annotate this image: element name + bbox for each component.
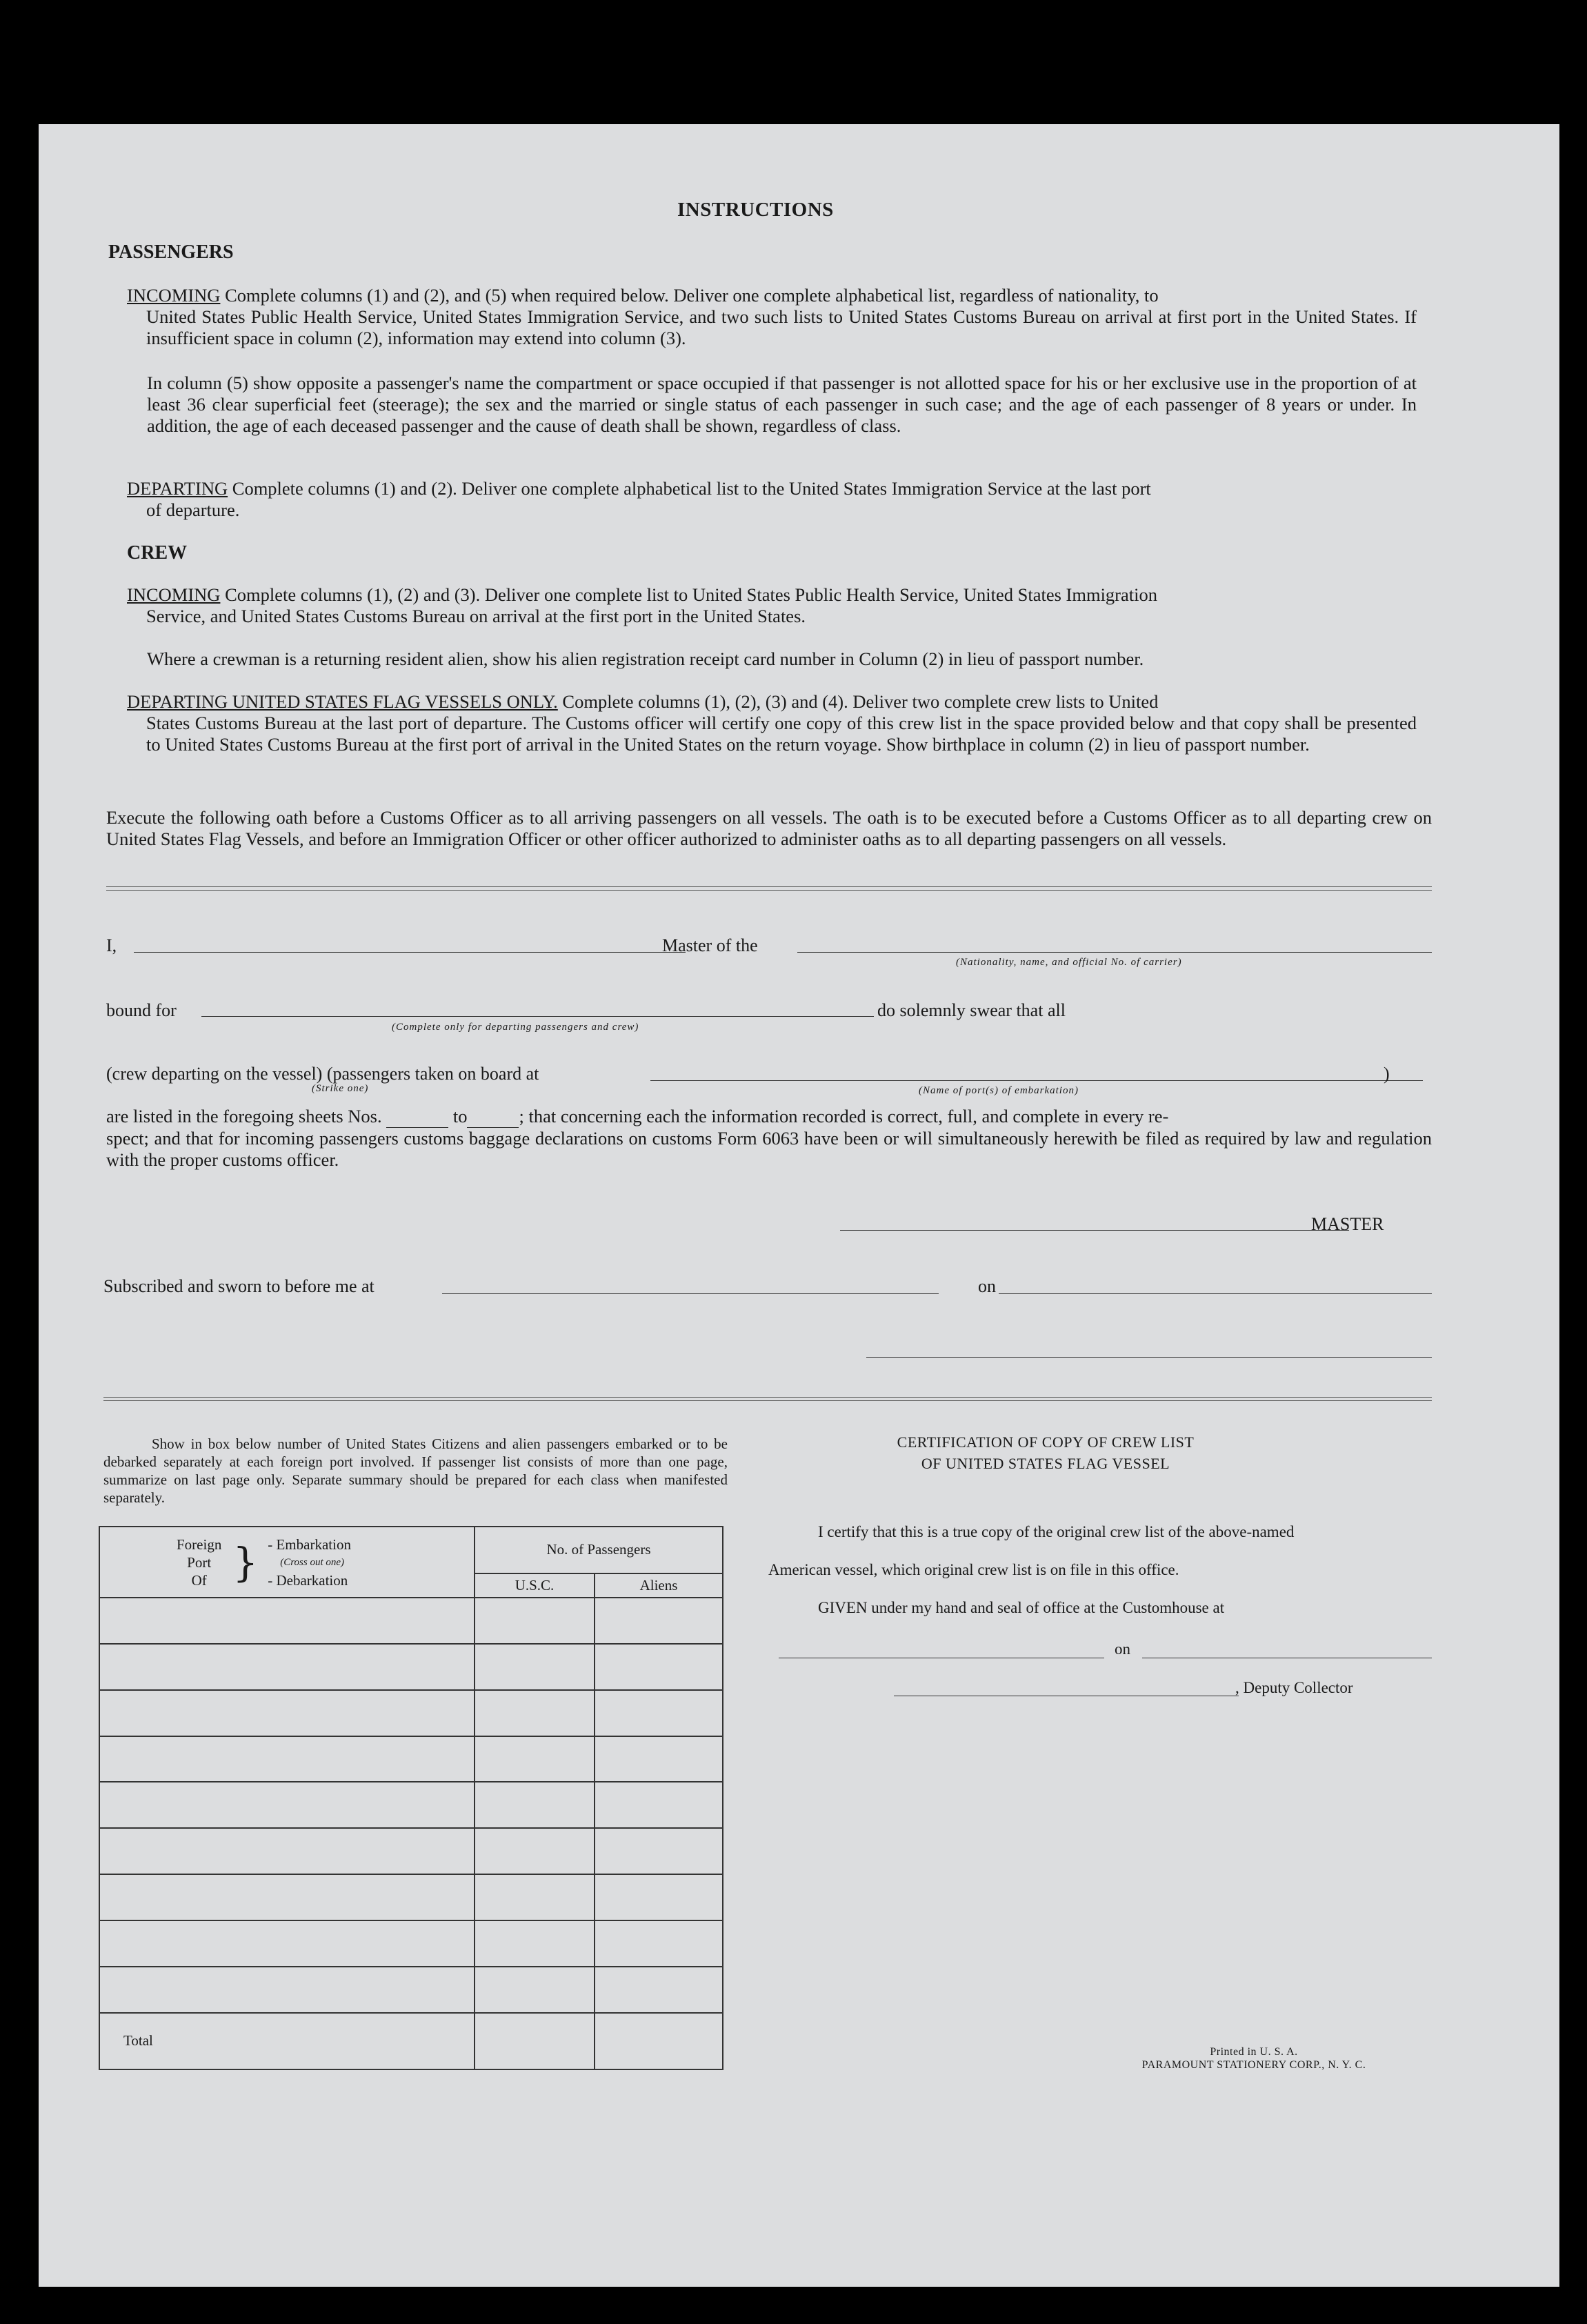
foreign-label: Foreign bbox=[177, 1536, 222, 1553]
departing-label: DEPARTING bbox=[127, 478, 228, 499]
crew-incoming-text-1: Complete columns (1), (2) and (3). Deliver one complete list to United States Public Health Service, United States Immigration bbox=[225, 584, 1157, 605]
usc-header: U.S.C. bbox=[475, 1573, 595, 1598]
flag-vessels-block bbox=[127, 691, 1417, 755]
usc-cell[interactable] bbox=[475, 1782, 595, 1828]
divider-double-line-2 bbox=[103, 1397, 1432, 1401]
carrier-field[interactable] bbox=[797, 952, 1432, 953]
port-cell[interactable] bbox=[99, 1736, 475, 1782]
incoming-label: INCOMING bbox=[127, 285, 221, 306]
certification-on-label: on bbox=[1115, 1640, 1130, 1658]
usc-cell[interactable] bbox=[475, 1920, 595, 1967]
no-passengers-header: No. of Passengers bbox=[475, 1527, 723, 1573]
usc-cell[interactable] bbox=[475, 1874, 595, 1920]
aliens-cell[interactable] bbox=[595, 1736, 723, 1782]
certification-title-1: CERTIFICATION OF COPY OF CREW LIST bbox=[897, 1433, 1195, 1451]
total-aliens-cell[interactable] bbox=[595, 2013, 723, 2069]
aliens-cell[interactable] bbox=[595, 1920, 723, 1967]
sheet-from-field[interactable] bbox=[386, 1106, 448, 1128]
crewman-paragraph: Where a crewman is a returning resident alien, show his alien registration receipt card number in Column (2) in lieu of passport number. bbox=[147, 648, 1144, 669]
master-name-field[interactable] bbox=[134, 952, 686, 953]
port-cell[interactable] bbox=[99, 1644, 475, 1690]
brace-icon: } bbox=[232, 1538, 259, 1586]
crew-incoming-label: INCOMING bbox=[127, 584, 221, 605]
listed-paragraph bbox=[106, 1106, 1432, 1171]
sworn-on-label: on bbox=[978, 1276, 996, 1296]
port-label: Port bbox=[187, 1553, 212, 1571]
usc-cell[interactable] bbox=[475, 1967, 595, 2013]
aliens-header: Aliens bbox=[595, 1573, 723, 1598]
of-label: Of bbox=[191, 1571, 207, 1589]
divider-double-line bbox=[106, 886, 1432, 891]
crew-incoming-block bbox=[127, 584, 1417, 627]
crew-heading: CREW bbox=[127, 542, 188, 564]
instructions-title: INSTRUCTIONS bbox=[677, 199, 834, 221]
aliens-cell[interactable] bbox=[595, 1690, 723, 1736]
bound-for-label: bound for bbox=[106, 1000, 177, 1020]
usc-cell[interactable] bbox=[475, 1690, 595, 1736]
to-label: to bbox=[452, 1106, 468, 1126]
printer-footer bbox=[1081, 2045, 1426, 2072]
flag-vessels-label: DEPARTING UNITED STATES FLAG VESSELS ONLY. bbox=[127, 691, 558, 712]
incoming-text-1: Complete columns (1) and (2), and (5) when required below. Deliver one complete alphabetical list, regardless of nationality, to bbox=[225, 285, 1159, 306]
listed-suffix: ; that concerning each the information recorded is correct, full, and complete in every re- bbox=[519, 1106, 1169, 1126]
certify-line-2: American vessel, which original crew list is on file in this office. bbox=[768, 1561, 1179, 1578]
passengers-heading: PASSENGERS bbox=[108, 241, 234, 263]
printer-name: PARAMOUNT STATIONERY CORP., N. Y. C. bbox=[1141, 2059, 1366, 2071]
summary-instruction: Show in box below number of United States Citizens and alien passengers embarked or to be debarked separately at each foreign port involved. If passenger list consists of more than one page, summarize on last page only. Separate summary should be prepared for each class when manifested separately. bbox=[103, 1436, 728, 1506]
passenger-summary-table bbox=[99, 1526, 723, 2070]
usc-cell[interactable] bbox=[475, 1736, 595, 1782]
cross-out-label: (Cross out one) bbox=[280, 1556, 345, 1568]
usc-cell[interactable] bbox=[475, 1598, 595, 1644]
form-page bbox=[39, 124, 1559, 2287]
i-label: I, bbox=[106, 935, 117, 955]
incoming-text-2: United States Public Health Service, United States Immigration Service, and two such lists to United States Customs Bureau on arrival at first port in the United States. If insufficient space in column (2), information may extend into column (3). bbox=[146, 306, 1417, 348]
usc-cell[interactable] bbox=[475, 1644, 595, 1690]
bound-for-hint: (Complete only for departing passengers and crew) bbox=[392, 1022, 639, 1033]
port-cell[interactable] bbox=[99, 1828, 475, 1874]
master-of-label: Master of the bbox=[662, 935, 758, 955]
officer-signature-line[interactable] bbox=[866, 1357, 1432, 1358]
listed-prefix: are listed in the foregoing sheets Nos. bbox=[106, 1106, 382, 1126]
aliens-cell[interactable] bbox=[595, 1828, 723, 1874]
flag-text-1: Complete columns (1), (2), (3) and (4). Deliver two complete crew lists to United bbox=[562, 691, 1159, 712]
close-paren: ) bbox=[1384, 1064, 1390, 1084]
master-label: MASTER bbox=[1311, 1214, 1384, 1234]
crew-departing-label: (crew departing on the vessel) (passengers taken on board at bbox=[106, 1064, 539, 1084]
port-header-cell bbox=[99, 1527, 475, 1598]
aliens-cell[interactable] bbox=[595, 1598, 723, 1644]
listed-rest: spect; and that for incoming passengers customs baggage declarations on customs Form 6063 have been or will simultaneously herewith be filed as required by law and regulation with the proper customs officer. bbox=[106, 1128, 1432, 1170]
crew-incoming-text-2: Service, and United States Customs Bureau on arrival at the first port in the United States. bbox=[146, 606, 806, 626]
embarkation-label: - Embarkation bbox=[268, 1536, 351, 1553]
sworn-date-field[interactable] bbox=[999, 1293, 1432, 1294]
master-signature-line[interactable] bbox=[840, 1230, 1349, 1231]
deputy-collector-label: , Deputy Collector bbox=[1235, 1679, 1353, 1696]
ports-hint: (Name of port(s) of embarkation) bbox=[919, 1085, 1079, 1096]
port-cell[interactable] bbox=[99, 1598, 475, 1644]
port-cell[interactable] bbox=[99, 1920, 475, 1967]
column5-paragraph: In column (5) show opposite a passenger's name the compartment or space occupied if that passenger is not allotted space for his or her exclusive use in the proportion of at least 36 clear superficial feet (steerage); the sex and the married or single status of each passenger in such case; and the age of each passenger of 8 years or under. In addition, the age of each deceased passenger and the cause of death shall be shown, regardless of class. bbox=[147, 373, 1417, 436]
flag-text-2: States Customs Bureau at the last port of departure. The Customs officer will certify one copy of this crew list in the space provided below and that copy shall be presented to United States Customs Bureau at the first port of arrival in the United States on the return voyage. Show birthplace in column (2) in lieu of passport number. bbox=[146, 713, 1417, 755]
debarkation-label: - Debarkation bbox=[268, 1571, 348, 1589]
port-cell[interactable] bbox=[99, 1874, 475, 1920]
aliens-cell[interactable] bbox=[595, 1967, 723, 2013]
departing-passengers-block bbox=[127, 478, 1417, 521]
certification-title bbox=[797, 1431, 1294, 1474]
sworn-place-field[interactable] bbox=[442, 1293, 939, 1294]
carrier-hint: (Nationality, name, and official No. of carrier) bbox=[956, 957, 1182, 968]
printed-in-usa: Printed in U. S. A. bbox=[1210, 2046, 1298, 2058]
port-cell[interactable] bbox=[99, 1967, 475, 2013]
certification-title-2: OF UNITED STATES FLAG VESSEL bbox=[921, 1455, 1170, 1472]
port-cell[interactable] bbox=[99, 1782, 475, 1828]
departing-text-2: of departure. bbox=[146, 499, 240, 520]
usc-cell[interactable] bbox=[475, 1828, 595, 1874]
subscribed-label: Subscribed and sworn to before me at bbox=[103, 1276, 375, 1296]
total-label: Total bbox=[99, 2013, 475, 2069]
incoming-passengers-block bbox=[127, 285, 1417, 349]
aliens-cell[interactable] bbox=[595, 1782, 723, 1828]
given-line: GIVEN under my hand and seal of office at the Customhouse at bbox=[818, 1599, 1225, 1616]
bound-for-field[interactable] bbox=[201, 1016, 874, 1017]
port-cell[interactable] bbox=[99, 1690, 475, 1736]
oath-intro: Execute the following oath before a Customs Officer as to all arriving passengers on all vessels. The oath is to be executed before a Customs Officer as to all departing crew on United States Flag Vessels, and before an Immigration Officer or other officer authorized to administer oaths as to all departing passengers on all vessels. bbox=[106, 807, 1432, 849]
certify-line-1: I certify that this is a true copy of the original crew list of the above-named bbox=[818, 1523, 1295, 1540]
aliens-cell[interactable] bbox=[595, 1644, 723, 1690]
sheet-to-field[interactable] bbox=[467, 1106, 519, 1128]
departing-text-1: Complete columns (1) and (2). Deliver one complete alphabetical list to the United States Immigration Service at the last port bbox=[232, 478, 1151, 499]
swear-label: do solemnly swear that all bbox=[877, 1000, 1066, 1020]
total-usc-cell[interactable] bbox=[475, 2013, 595, 2069]
embarkation-ports-field[interactable] bbox=[650, 1080, 1423, 1081]
strike-one-hint: (Strike one) bbox=[312, 1083, 369, 1094]
aliens-cell[interactable] bbox=[595, 1874, 723, 1920]
